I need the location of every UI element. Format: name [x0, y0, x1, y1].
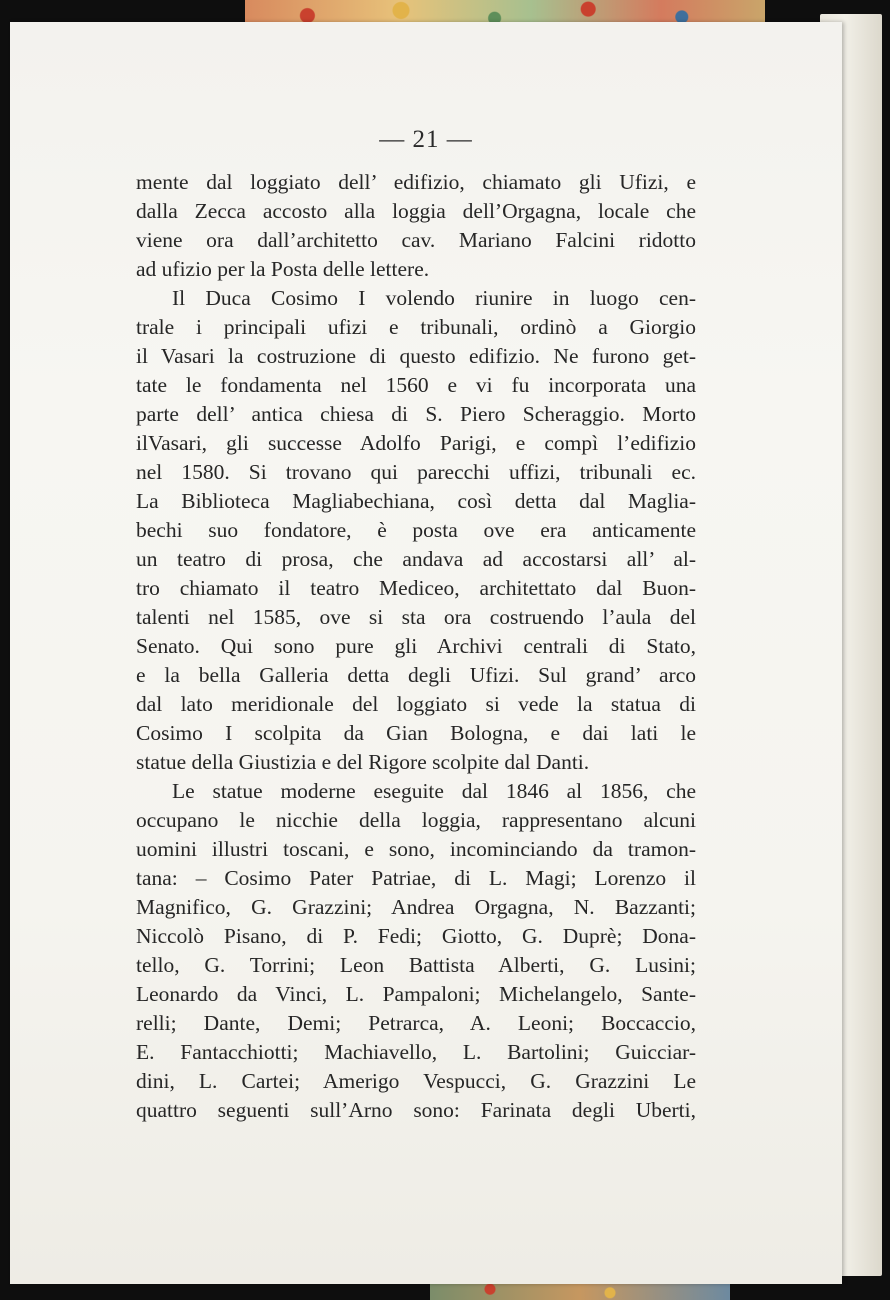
text-line: il Vasari la costruzione di questo edifizio. Ne furono get-: [136, 344, 696, 368]
text-line: tro chiamato il teatro Mediceo, architettato dal Buon-: [136, 576, 696, 600]
text-line: Leonardo da Vinci, L. Pampaloni; Michelangelo, Sante-: [136, 982, 696, 1006]
text-line: tana: – Cosimo Pater Patriae, di L. Magi; Lorenzo il: [136, 866, 696, 890]
page-number: — 21 —: [379, 126, 473, 153]
text-line: statue della Giustizia e del Rigore scolpite dal Danti.: [136, 750, 590, 774]
text-line: mente dal loggiato dell’ edifizio, chiamato gli Ufizi, e: [136, 170, 696, 194]
text-line: Cosimo I scolpita da Gian Bologna, e dai lati le: [136, 721, 696, 745]
text-line: ilVasari, gli successe Adolfo Parigi, e compì l’edifizio: [136, 431, 696, 455]
marbled-cover-bottom: [430, 1282, 730, 1300]
text-line: parte dell’ antica chiesa di S. Piero Scheraggio. Morto: [136, 402, 696, 426]
text-line: trale i principali ufizi e tribunali, ordinò a Giorgio: [136, 315, 696, 339]
paragraph-start-line: Il Duca Cosimo I volendo riunire in luogo cen-: [172, 286, 696, 310]
text-line: e la bella Galleria detta degli Ufizi. Sul grand’ arco: [136, 663, 696, 687]
text-line: La Biblioteca Magliabechiana, così detta dal Maglia-: [136, 489, 696, 513]
paragraph-start-line: Le statue moderne eseguite dal 1846 al 1856, che: [172, 779, 696, 803]
text-line: Niccolò Pisano, di P. Fedi; Giotto, G. Duprè; Dona-: [136, 924, 696, 948]
text-line: tate le fondamenta nel 1560 e vi fu incorporata una: [136, 373, 696, 397]
text-line: nel 1580. Si trovano qui parecchi uffizi, tribunali ec.: [136, 460, 696, 484]
text-line: dal lato meridionale del loggiato si vede la statua di: [136, 692, 696, 716]
text-line: viene ora dall’architetto cav. Mariano Falcini ridotto: [136, 228, 696, 252]
text-line: bechi suo fondatore, è posta ove era anticamente: [136, 518, 696, 542]
text-line: tello, G. Torrini; Leon Battista Alberti, G. Lusini;: [136, 953, 696, 977]
text-line: occupano le nicchie della loggia, rappresentano alcuni: [136, 808, 696, 832]
text-line: ad ufizio per la Posta delle lettere.: [136, 257, 430, 281]
text-line: talenti nel 1585, ove si sta ora costruendo l’aula del: [136, 605, 696, 629]
text-line: dini, L. Cartei; Amerigo Vespucci, G. Grazzini Le: [136, 1069, 696, 1093]
text-line: relli; Dante, Demi; Petrarca, A. Leoni; Boccaccio,: [136, 1011, 696, 1035]
text-line: Magnifico, G. Grazzini; Andrea Orgagna, N. Bazzanti;: [136, 895, 696, 919]
text-line: Senato. Qui sono pure gli Archivi centrali di Stato,: [136, 634, 696, 658]
text-line: dalla Zecca accosto alla loggia dell’Orgagna, locale che: [136, 199, 696, 223]
text-line: quattro seguenti sull’Arno sono: Farinata degli Uberti,: [136, 1098, 696, 1122]
text-line: uomini illustri toscani, e sono, incominciando da tramon-: [136, 837, 696, 861]
text-line: un teatro di prosa, che andava ad accostarsi all’ al-: [136, 547, 696, 571]
text-line: E. Fantacchiotti; Machiavello, L. Bartolini; Guicciar-: [136, 1040, 696, 1064]
page-sheet: [10, 22, 842, 1284]
